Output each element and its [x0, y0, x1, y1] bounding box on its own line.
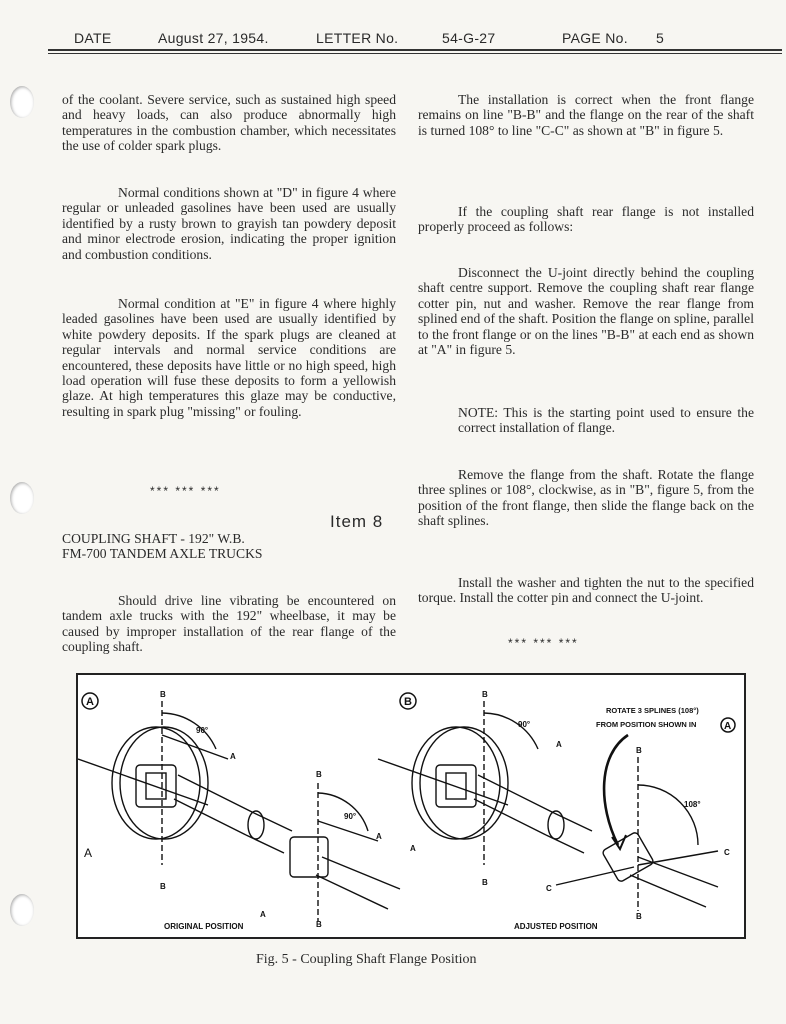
line-c-c-lower: [556, 867, 634, 885]
label-a-left: A: [84, 846, 93, 860]
right-paragraph-3: Disconnect the U-joint directly behind the coupling shaft centre support. Remove the coupling shaft rear flange cotter pin, nut and washer. Remove the rear flange from splined end of the shaft. Position the flange on spline, parallel to the front flange or on the lines "B-B" at each end as shown at "A" in figure 5.: [418, 265, 754, 358]
note-paragraph: NOTE: This is the starting point used to ensure the correct installation of flange.: [458, 405, 754, 436]
date-value: August 27, 1954.: [158, 30, 269, 46]
header-rule: [48, 49, 782, 51]
left-separator-stars: *** *** ***: [150, 484, 221, 498]
right-paragraph-4: Remove the flange from the shaft. Rotate the flange three splines or 108°, clockwise, as in "B", figure 5, from the position of the front flange, then slide the flange back on the shaft splines.: [418, 467, 754, 529]
label-b-rear-bottom: B: [316, 920, 322, 929]
label-a-rear: A: [376, 832, 382, 841]
right-separator-stars: *** *** ***: [508, 636, 579, 650]
binder-hole-bottom: [10, 894, 34, 926]
binder-hole-middle: [10, 482, 34, 514]
right-paragraph-1: The installation is correct when the front flange remains on line "B-B" and the flange on the rear of the shaft is turned 108° to line "C-C" as shown at "B" in figure 5.: [418, 92, 754, 138]
label-a-bottom: A: [260, 910, 266, 919]
rotate-note-badge: A: [724, 721, 732, 732]
panel-original: [78, 701, 400, 921]
angle-arc-front-b: [484, 713, 538, 749]
section-heading-line-2: FM-700 TANDEM AXLE TRUCKS: [62, 546, 263, 562]
shaft-spline: [246, 813, 292, 853]
badge-a: A: [86, 696, 94, 708]
rotate-note-line-2: FROM POSITION SHOWN IN: [596, 720, 697, 729]
left-paragraph-2: Normal conditions shown at "D" in figure 4 where regular or unleaded gasolines have been used are usually identified by a rusty brown to grayish tan powdery deposit and minor electrode erosion, indicating the proper ignition and combustion conditions.: [62, 185, 396, 262]
label-b-rear-bottom-b: B: [636, 912, 642, 921]
binder-hole-top: [10, 86, 34, 118]
label-a-front-b: A: [556, 740, 562, 749]
label-b-rear-top: B: [316, 770, 322, 779]
shaft-spline-b: [546, 813, 592, 853]
front-flange-disc-b: [412, 727, 500, 839]
angle-90-front: 90°: [196, 726, 209, 735]
badge-b: B: [404, 696, 412, 708]
coupling-shaft-b: [474, 775, 554, 835]
item-number: Item 8: [330, 512, 384, 531]
label-b-bottom: B: [160, 882, 166, 891]
line-c-c: [638, 851, 718, 865]
angle-arc-108: [638, 785, 698, 845]
original-position-label: ORIGINAL POSITION: [164, 922, 244, 931]
angle-arc-rear: [318, 793, 368, 831]
label-a-front: A: [230, 752, 236, 761]
figure-caption: Fig. 5 - Coupling Shaft Flange Position: [256, 952, 477, 967]
label-b-bottom-b: B: [482, 878, 488, 887]
section-heading-line-1: COUPLING SHAFT - 192" W.B.: [62, 531, 245, 546]
shaft-end-b: [548, 811, 564, 839]
coupling-shaft: [174, 775, 254, 835]
left-paragraph-4: Should drive line vibrating be encountered on tandem axle trucks with the 192" wheelbase, it may be caused by improper installation of the rear flange of the coupling shaft.: [62, 593, 396, 655]
letterhead: [60, 30, 772, 50]
letter-label: LETTER No.: [316, 30, 399, 46]
adjusted-position-label: ADJUSTED POSITION: [514, 922, 598, 931]
section-heading: [62, 531, 396, 562]
angle-90-front-b: 90°: [518, 720, 531, 729]
angle-108: 108°: [684, 800, 701, 809]
rear-yoke-rotated: [602, 831, 655, 882]
label-a-left-b: A: [410, 844, 416, 853]
date-label: DATE: [74, 30, 112, 46]
header-rule-thin: [48, 53, 782, 54]
shaft-end: [248, 811, 264, 839]
left-paragraph-3: Normal condition at "E" in figure 4 where highly leaded gasolines have been used are usually identified by white powdery deposits. If the spark plugs are cleaned at regular intervals and normal service conditions are encountered, these deposits have little or no high speed, high load operation will fuse these deposits to form a yellowish glaze. At high temperatures this glaze may be conductive, resulting in spark plug "missing" or fouling.: [62, 296, 396, 419]
figure-5-illustration: [76, 673, 746, 939]
axis-line-b: [378, 759, 508, 805]
page-label: PAGE No.: [562, 30, 628, 46]
left-paragraph-1: of the coolant. Severe service, such as sustained high speed and heavy loads, can also produce abnormally high temperatures in the combustion chamber, which necessitates the use of colder spark plugs.: [62, 92, 396, 154]
panel-adjusted: [378, 701, 718, 911]
label-b-rear-top-b: B: [636, 746, 642, 755]
rotate-note-line-1: ROTATE 3 SPLINES (108°): [606, 706, 699, 715]
label-b-top-b: B: [482, 690, 488, 699]
letter-value: 54-G-27: [442, 30, 496, 46]
label-c-right: C: [724, 848, 730, 857]
label-c-lower: C: [546, 884, 552, 893]
coupling-shaft-drawing: [78, 675, 744, 937]
label-b-top: B: [160, 690, 166, 699]
right-paragraph-5: Install the washer and tighten the nut to the specified torque. Install the cotter pin and connect the U-joint.: [418, 575, 754, 606]
right-paragraph-2: If the coupling shaft rear flange is not installed properly proceed as follows:: [418, 204, 754, 235]
page-number: 5: [656, 30, 665, 46]
axis-line: [78, 759, 208, 805]
rotate-arrow: [604, 735, 628, 845]
angle-90-rear: 90°: [344, 812, 357, 821]
